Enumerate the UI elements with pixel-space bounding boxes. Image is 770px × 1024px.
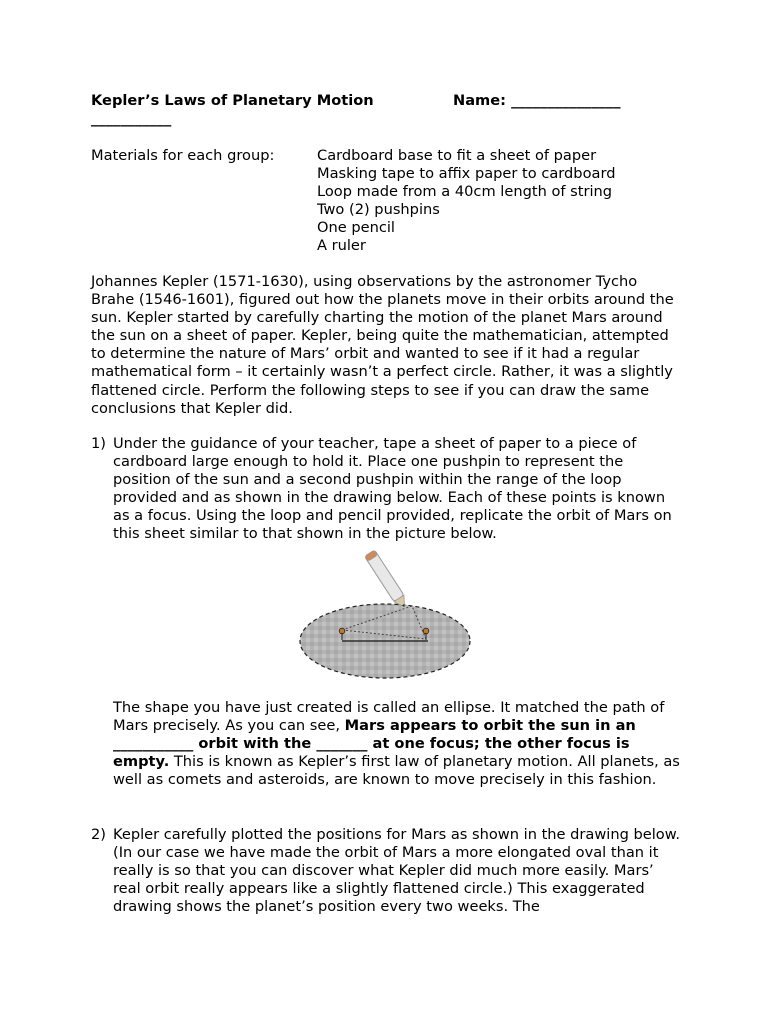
materials-item: A ruler [317,237,366,254]
ellipse-result-lead: The shape you have just created is called an ellipse. It matched the path of Mars precisely. As you can see, [113,699,665,735]
pushpin-icon [423,628,429,634]
ellipse-result-paragraph [113,699,685,789]
materials-item: Two (2) pushpins [317,201,440,218]
name-field-label: Name: _______________ [453,92,621,109]
materials-item: Masking tape to affix paper to cardboard [317,165,616,182]
pencil-icon [365,550,410,610]
step-number: 2) [91,826,106,843]
materials-list [317,147,615,255]
step-text: Under the guidance of your teacher, tape a sheet of paper to a piece of cardboard large enough to hold it. Place one pushpin to represent the position of the sun and a second pushpin within the range of the loop provided and as shown in the drawing below. Each of these points is known as a focus. Using the loop and pencil provided, replicate the orbit of Mars on this sheet similar to that shown in the picture below. [113,435,672,543]
pushpin-icon [339,628,345,634]
name-field-line: ___________ [91,110,172,127]
ellipse-result-tail: This is known as Kepler’s first law of planetary motion. All planets, as well as comets and asteroids, are known to move precisely in this fashion. [113,753,680,789]
intro-paragraph: Johannes Kepler (1571-1630), using observations by the astronomer Tycho Brahe (1546-1601), figured out how the planets move in their orbits around the sun. Kepler started by carefully charting the motion of the planet Mars around the sun on a sheet of paper. Kepler, being quite the mathematician, attempted to determine the nature of Mars’ orbit and wanted to see if it had a regular mathematical form – it certainly wasn’t a perfect circle. Rather, it was a slightly flattened circle. Perform the following steps to see if you can draw the same conclusions that Kepler did. [91,273,674,417]
step-text: Kepler carefully plotted the positions for Mars as shown in the drawing below. (In our case we have made the orbit of Mars a more elongated oval than it really is so that you can discover what Kepler did much more easily. Mars’ real orbit really appears like a slightly flattened circle.) This exaggerated drawing shows the planet’s position every two weeks. The [113,826,680,916]
ellipse-drawing-figure [290,550,480,682]
materials-item: Cardboard base to fit a sheet of paper [317,147,597,164]
materials-label: Materials for each group: [91,147,275,164]
step-number: 1) [91,435,106,452]
first-law-fill-in-statement: Mars appears to orbit the sun in an ___________ orbit with the _______ at one focus; the other focus is empty. [113,717,636,771]
materials-item: Loop made from a 40cm length of string [317,183,613,200]
worksheet-title: Kepler’s Laws of Planetary Motion [91,92,374,109]
materials-item: One pencil [317,219,395,236]
